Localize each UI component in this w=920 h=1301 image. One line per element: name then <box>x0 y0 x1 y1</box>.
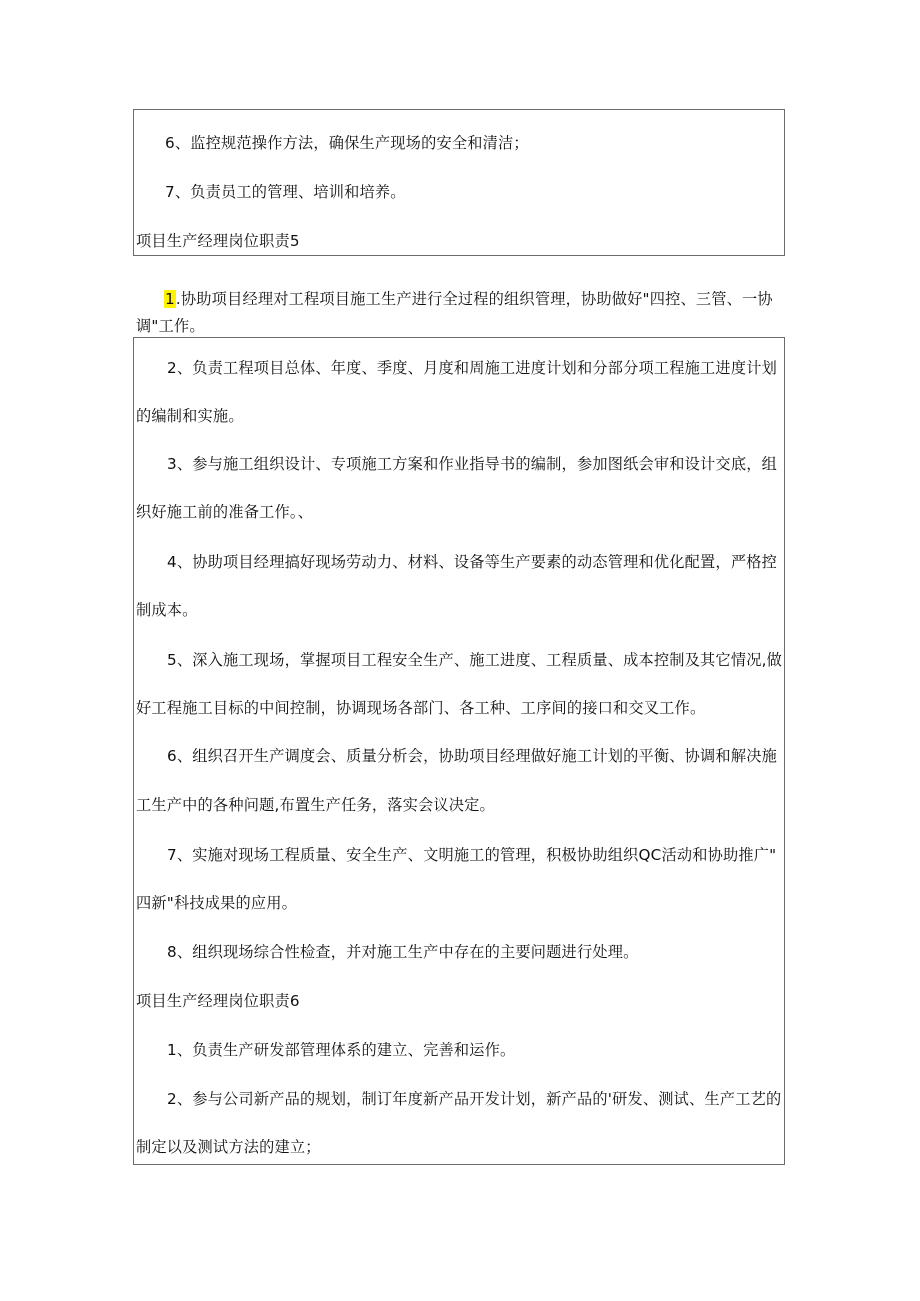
item-5-line-2: 好工程施工目标的中间控制，协调现场各部门、各工种、工序间的接口和交叉工作。 <box>136 699 706 717</box>
item-8-line: 8、组织现场综合性检查，并对施工生产中存在的主要问题进行处理。 <box>167 943 639 961</box>
item-6-line-1: 6、组织召开生产调度会、质量分析会，协助项目经理做好施工计划的平衡、协调和解决施 <box>167 747 777 765</box>
intro-line-2: 调"工作。 <box>136 317 205 335</box>
item-7-line-1: 7、实施对现场工程质量、安全生产、文明施工的管理，积极协助组织QC活动和协助推广" <box>167 846 777 864</box>
p1-line: 1、负责生产研发部管理体系的建立、完善和运作。 <box>167 1041 516 1059</box>
intro-line-1 <box>164 289 773 309</box>
item-4-line-2: 制成本。 <box>136 601 198 619</box>
section-heading-5: 项目生产经理岗位职责5 <box>136 232 300 250</box>
item-3-line-1: 3、参与施工组织设计、专项施工方案和作业指导书的编制，参加图纸会审和设计交底，组 <box>167 455 777 473</box>
duty-line-6: 6、监控规范操作方法，确保生产现场的安全和清洁； <box>165 134 529 152</box>
item-2-line-2: 的编制和实施。 <box>136 407 244 425</box>
item-3-line-2: 织好施工前的准备工作。、 <box>136 503 314 521</box>
item-4-line-1: 4、协助项目经理搞好现场劳动力、材料、设备等生产要素的动态管理和优化配置，严格控 <box>167 553 777 571</box>
item-7-line-2: 四新"科技成果的应用。 <box>136 894 298 912</box>
duty-line-7: 7、负责员工的管理、培训和培养。 <box>165 183 406 201</box>
section-heading-6: 项目生产经理岗位职责6 <box>136 992 300 1010</box>
item-5-line-1: 5、深入施工现场，掌握项目工程安全生产、施工进度、工程质量、成本控制及其它情况,做 <box>167 651 783 669</box>
highlight-marker: 1 <box>165 290 175 308</box>
item-2-line-1: 2、负责工程项目总体、年度、季度、月度和周施工进度计划和分部分项工程施工进度计划 <box>167 359 777 377</box>
p2-line-1: 2、参与公司新产品的规划，制订年度新产品开发计划，新产品的'研发、测试、生产工艺的 <box>167 1090 782 1108</box>
intro-text: .协助项目经理对工程项目施工生产进行全过程的组织管理，协助做好"四控、三管、一协 <box>175 290 773 308</box>
p2-line-2: 制定以及测试方法的建立； <box>136 1138 321 1156</box>
item-6-line-2: 工生产中的各种问题,布置生产任务，落实会议决定。 <box>136 796 495 814</box>
